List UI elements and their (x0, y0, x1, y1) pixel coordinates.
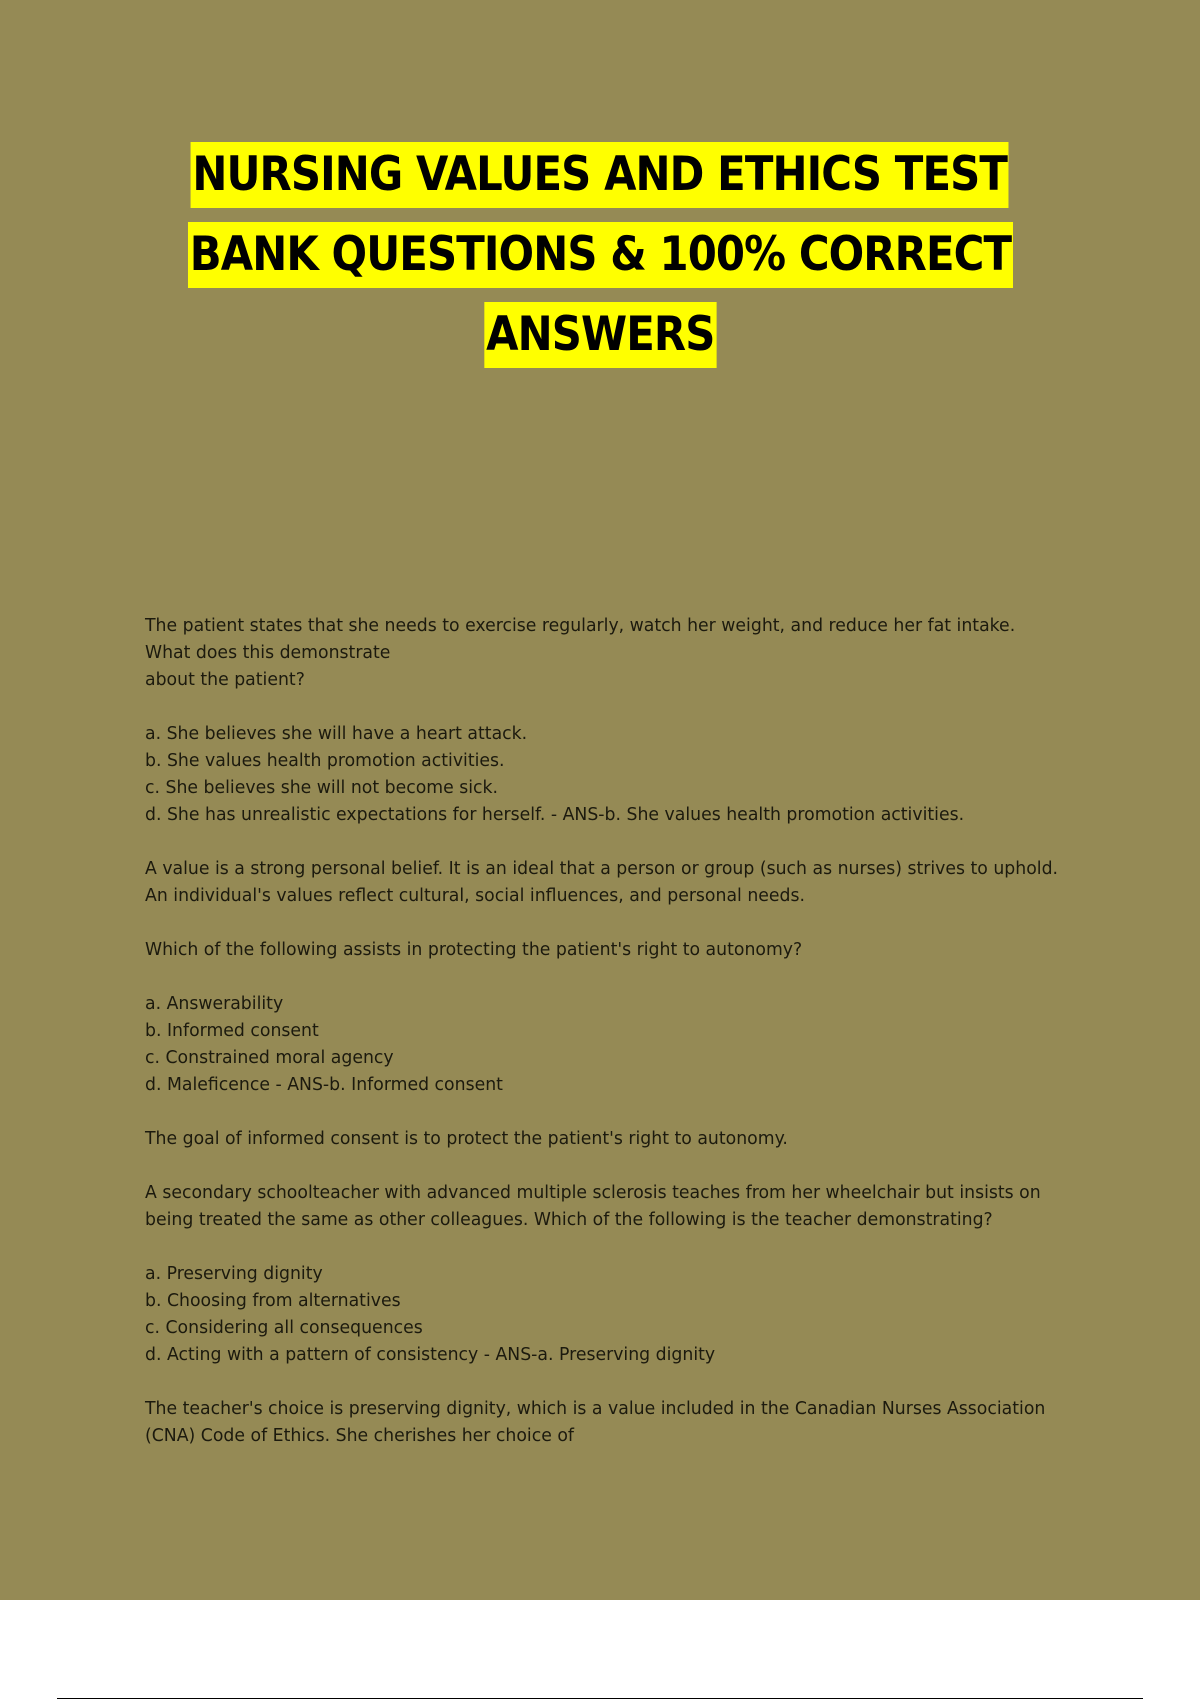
text-line: An individual's values reflect cultural, social influences, and personal needs. (145, 885, 806, 906)
option-line-with-answer: d. Acting with a pattern of consistency - ANS-a. Preserving dignity (145, 1344, 716, 1365)
title-line-1 (0, 142, 1200, 222)
text-line: What does this demonstrate (145, 642, 391, 663)
option-line: b. Choosing from alternatives (145, 1290, 401, 1311)
text-line: about the patient? (145, 669, 305, 690)
question-3-options (145, 1260, 1095, 1368)
text-line: The patient states that she needs to exercise regularly, watch her weight, and reduce her fat intake. (145, 615, 1016, 636)
title-line-1-text: NURSING VALUES AND ETHICS TEST (191, 142, 1009, 208)
question-1-rationale (145, 855, 1095, 909)
question-3-stem (145, 1179, 1095, 1233)
text-line: A secondary schoolteacher with advanced multiple sclerosis teaches from her wheelchair but insists on (145, 1182, 1041, 1203)
title-line-3-text: ANSWERS (484, 302, 716, 368)
option-line-with-answer: d. She has unrealistic expectations for herself. - ANS-b. She values health promotion activities. (145, 804, 965, 825)
document-title (0, 142, 1200, 382)
option-line: a. She believes she will have a heart attack. (145, 723, 528, 744)
option-line: b. She values health promotion activities. (145, 750, 505, 771)
question-1-stem (145, 612, 1095, 693)
question-3-rationale (145, 1395, 1095, 1449)
text-line: being treated the same as other colleagues. Which of the following is the teacher demonstrating? (145, 1209, 993, 1230)
text-line: A value is a strong personal belief. It is an ideal that a person or group (such as nurses) strives to uphold. (145, 858, 1059, 879)
footer-divider (57, 1698, 1143, 1699)
option-line-with-answer: d. Maleficence - ANS-b. Informed consent (145, 1074, 503, 1095)
title-line-2 (0, 222, 1200, 302)
option-line: b. Informed consent (145, 1020, 319, 1041)
title-line-2-text: BANK QUESTIONS & 100% CORRECT (188, 222, 1013, 288)
option-line: c. She believes she will not become sick. (145, 777, 499, 798)
option-line: a. Answerability (145, 993, 284, 1014)
text-line: The teacher's choice is preserving dignity, which is a value included in the Canadian Nurses Association (145, 1398, 1046, 1419)
document-body (145, 612, 1095, 1476)
option-line: c. Considering all consequences (145, 1317, 423, 1338)
option-line: a. Preserving dignity (145, 1263, 323, 1284)
text-line: The goal of informed consent is to protect the patient's right to autonomy. (145, 1128, 788, 1149)
text-line: Which of the following assists in protecting the patient's right to autonomy? (145, 939, 803, 960)
title-line-3 (0, 302, 1200, 382)
question-2-stem (145, 936, 1095, 963)
text-line: (CNA) Code of Ethics. She cherishes her choice of (145, 1425, 575, 1446)
question-2-options (145, 990, 1095, 1098)
question-2-rationale (145, 1125, 1095, 1152)
option-line: c. Constrained moral agency (145, 1047, 394, 1068)
question-1-options (145, 720, 1095, 828)
